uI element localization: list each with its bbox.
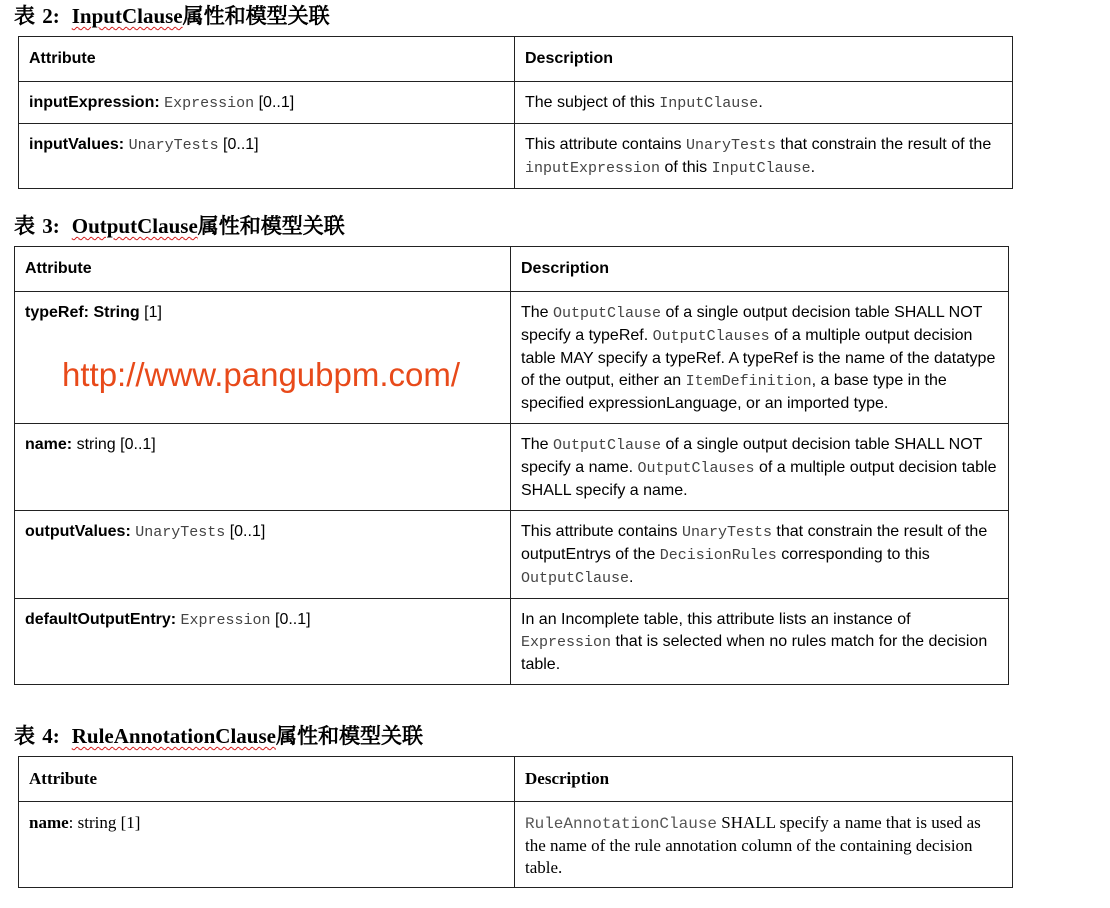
attribute-multiplicity: [0..1] (229, 523, 266, 540)
attribute-name: outputValues: (25, 523, 131, 540)
attribute-name: name (29, 813, 69, 832)
description-text: of this (660, 159, 712, 176)
table-caption (14, 723, 423, 749)
description-text: of a single output decision table SHALL NOT specify a name. (521, 436, 983, 476)
attribute-name: name: (25, 436, 73, 453)
caption-number: 4: (42, 724, 60, 748)
description-text: that constrain the result of the (775, 136, 992, 153)
table-header-row (19, 37, 1013, 82)
description-text: that constrain the result of the outputEntrys of the (521, 523, 988, 563)
caption-suffix: 属性和模型关联 (275, 724, 423, 748)
description-cell (515, 124, 1013, 189)
attribute-type: Expression (180, 612, 271, 629)
description-text: This attribute contains (521, 523, 682, 540)
attribute-table (18, 36, 1013, 189)
attribute-cell (19, 124, 515, 189)
attribute-table (14, 246, 1009, 685)
description-cell (511, 292, 1009, 424)
description-cell (511, 424, 1009, 511)
description-cell (511, 599, 1009, 685)
attribute-cell (15, 511, 511, 599)
caption-prefix: 表 (14, 214, 35, 238)
code-term: UnaryTests (685, 137, 776, 154)
code-term: Expression (521, 634, 612, 651)
attribute-multiplicity: string [0..1] (76, 436, 156, 453)
header-description: Description (515, 37, 1013, 82)
table-row (15, 511, 1009, 599)
attribute-multiplicity: [1] (144, 304, 162, 321)
caption-suffix: 属性和模型关联 (197, 214, 345, 238)
description-text: of a multiple output decision table MAY specify a typeRef. A typeRef is the name of the datatype of the output, either an (521, 327, 996, 389)
attribute-name: defaultOutputEntry: (25, 611, 177, 628)
description-text: of a single output decision table SHALL NOT specify a typeRef. (521, 304, 983, 344)
table-caption (14, 3, 330, 29)
caption-number: 2: (42, 4, 60, 28)
caption-prefix: 表 (14, 4, 35, 28)
attribute-type: UnaryTests (128, 137, 219, 154)
header-description: Description (515, 757, 1013, 802)
caption-suffix: 属性和模型关联 (182, 4, 330, 28)
description-cell (515, 82, 1013, 124)
description-cell (515, 802, 1013, 888)
table-row (19, 124, 1013, 189)
description-text: The subject of this (525, 94, 660, 111)
code-term: OutputClauses (637, 460, 755, 477)
code-term: OutputClauses (652, 328, 770, 345)
attribute-multiplicity: : string [1] (68, 813, 141, 832)
code-term: OutputClause (521, 570, 630, 587)
attribute-name: inputExpression: (29, 94, 160, 111)
table-row (19, 82, 1013, 124)
header-attribute: Attribute (15, 247, 511, 292)
header-attribute: Attribute (19, 757, 515, 802)
description-text: SHALL specify a name that is used as the name of the rule annotation column of the containing decision table. (525, 813, 981, 877)
description-text: This attribute contains (525, 136, 686, 153)
attribute-name: inputValues: (29, 136, 125, 153)
description-text: , a base type in the specified expressionLanguage, or an imported type. (521, 372, 947, 412)
attribute-type: UnaryTests (135, 524, 226, 541)
caption-prefix: 表 (14, 724, 35, 748)
attribute-cell (19, 82, 515, 124)
code-term: OutputClause (553, 305, 662, 322)
description-text: corresponding to this (776, 546, 930, 563)
caption-name: InputClause (71, 4, 183, 28)
description-text: In an Incomplete table, this attribute lists an instance of (521, 611, 911, 628)
caption-name: RuleAnnotationClause (71, 724, 276, 748)
description-text: of a multiple output decision table SHALL specify a name. (521, 459, 997, 499)
code-term: inputExpression (525, 160, 661, 177)
watermark-url: http://www.pangubpm.com/ (62, 356, 461, 393)
code-term: UnaryTests (681, 524, 772, 541)
attribute-multiplicity: [0..1] (223, 136, 259, 153)
attribute-cell (19, 802, 515, 888)
attribute-cell (15, 424, 511, 511)
attribute-type: Expression (164, 95, 255, 112)
table-row (15, 599, 1009, 685)
table-header-row (19, 757, 1013, 802)
table-header-row (15, 247, 1009, 292)
code-term: RuleAnnotationClause (525, 815, 718, 833)
attribute-table (18, 756, 1013, 888)
caption-number: 3: (42, 214, 60, 238)
caption-name: OutputClause (71, 214, 198, 238)
header-attribute: Attribute (19, 37, 515, 82)
description-text: . (810, 159, 816, 176)
code-term: InputClause (711, 160, 811, 177)
code-term: ItemDefinition (685, 373, 812, 390)
description-text: that is selected when no rules match for the decision table. (521, 633, 988, 673)
description-cell (511, 511, 1009, 599)
description-text: . (629, 569, 634, 586)
attribute-name: typeRef: String (25, 304, 140, 321)
code-term: OutputClause (553, 437, 662, 454)
attribute-cell (15, 599, 511, 685)
description-text: The (521, 304, 554, 321)
code-term: DecisionRules (659, 547, 777, 564)
description-text: . (758, 94, 763, 111)
attribute-multiplicity: [0..1] (275, 611, 311, 628)
attribute-multiplicity: [0..1] (258, 94, 295, 111)
header-description: Description (511, 247, 1009, 292)
table-row (15, 424, 1009, 511)
description-text: The (521, 436, 554, 453)
table-caption (14, 213, 345, 239)
table-row (19, 802, 1013, 888)
code-term: InputClause (659, 95, 759, 112)
